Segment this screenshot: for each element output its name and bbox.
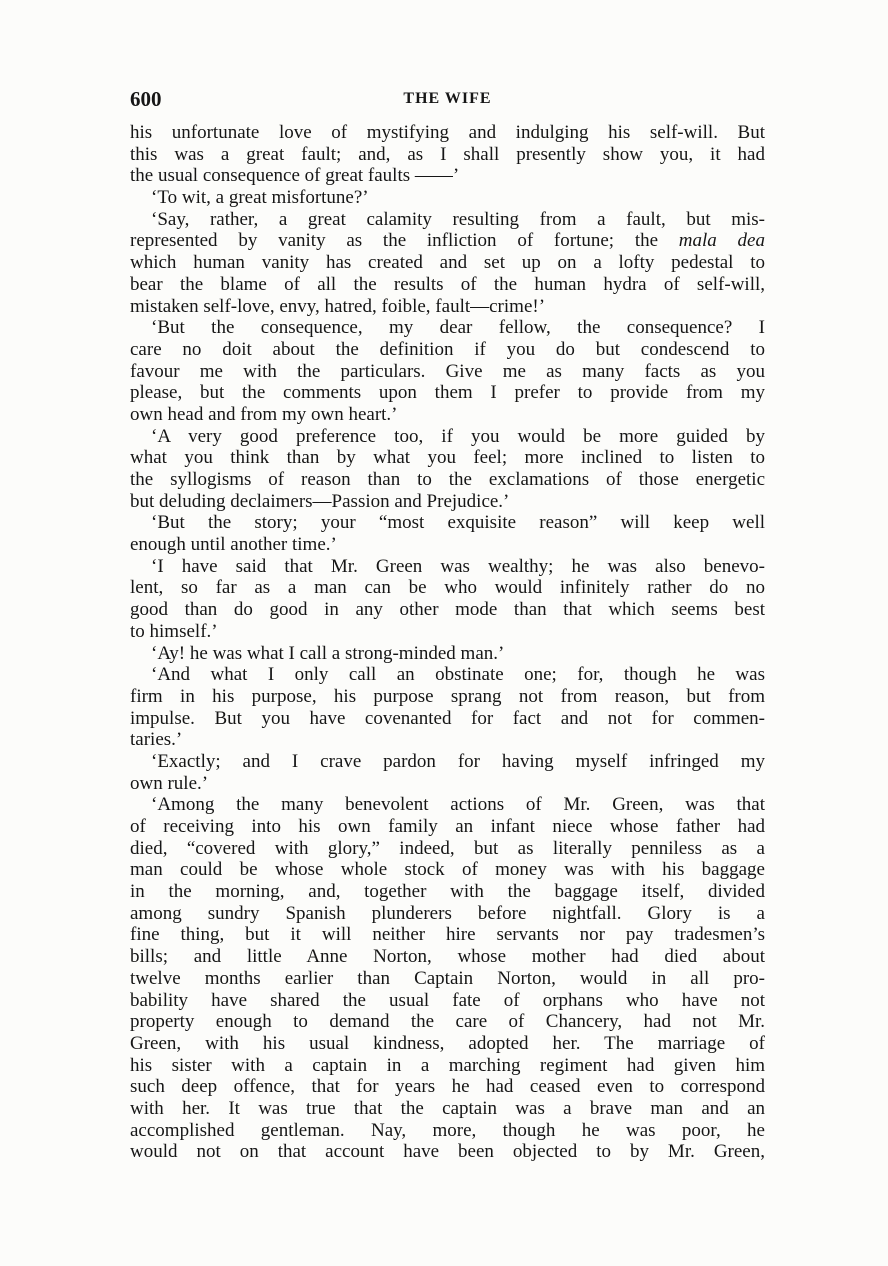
italic-text: mala dea xyxy=(678,230,765,252)
text-line: his unfortunate love of mystifying and indulging his self-will. But xyxy=(130,122,765,143)
text-line: ‘I have said that Mr. Green was wealthy; he was also benevo- xyxy=(151,555,765,577)
text-line: own rule.’ xyxy=(130,772,209,794)
text-line: own head and from my own heart.’ xyxy=(130,403,398,425)
text-line: ‘Among the many benevolent actions of Mr. Green, was that xyxy=(151,794,765,816)
text-line: property enough to demand the care of Chancery, had not Mr. xyxy=(130,1011,765,1033)
text-line: fine thing, but it will neither hire servants nor pay tradesmen’s xyxy=(130,924,765,946)
text-body xyxy=(130,122,765,1163)
text-line: such deep offence, that for years he had ceased even to correspond xyxy=(130,1076,765,1098)
paragraph xyxy=(130,751,765,794)
text-line: ‘Exactly; and I crave pardon for having myself infringed my xyxy=(151,750,765,772)
text-line: among sundry Spanish plunderers before nightfall. Glory is a xyxy=(130,902,765,924)
text-line: twelve months earlier than Captain Norton, would in all pro- xyxy=(130,967,765,989)
text-line: good than do good in any other mode than that which seems best xyxy=(130,599,765,621)
text-line: the syllogisms of reason than to the exclamations of those energetic xyxy=(130,469,765,490)
text-line: the usual consequence of great faults ——’ xyxy=(130,165,460,187)
text-line: died, “covered with glory,” indeed, but as literally penniless as a xyxy=(130,837,765,859)
text-line: ‘But the story; your “most exquisite reason” will keep well xyxy=(151,512,765,534)
text-line: Green, with his usual kindness, adopted her. The marriage of xyxy=(130,1032,765,1054)
text-line: ‘And what I only call an obstinate one; for, though he was xyxy=(151,664,765,686)
text-line: mistaken self-love, envy, hatred, foible, fault—crime!’ xyxy=(130,295,546,317)
text-line: to himself.’ xyxy=(130,620,218,642)
text-line: care no doit about the definition if you do but condescend to xyxy=(130,338,765,360)
text-line: firm in his purpose, his purpose sprang not from reason, but from xyxy=(130,685,765,707)
text-line: ‘A very good preference too, if you would be more guided by xyxy=(151,425,765,447)
text-line: his sister with a captain in a marching regiment had given him xyxy=(130,1054,765,1076)
text-line: of receiving into his own family an infant niece whose father had xyxy=(130,816,765,837)
paragraph xyxy=(130,317,765,425)
text-line: in the morning, and, together with the baggage itself, divided xyxy=(130,881,765,903)
paragraph xyxy=(130,426,765,513)
text-line: but deluding declaimers—Passion and Prejudice.’ xyxy=(130,490,510,512)
text-line: what you think than by what you feel; more inclined to listen to xyxy=(130,447,765,469)
paragraph xyxy=(130,643,765,665)
text-line: would not on that account have been objected to by Mr. Green, xyxy=(130,1141,765,1163)
paragraph xyxy=(130,664,765,751)
running-title: THE WIFE xyxy=(403,90,492,107)
page-number: 600 xyxy=(130,87,162,111)
text-line: man could be whose whole stock of money was with his baggage xyxy=(130,859,765,881)
paragraph xyxy=(130,794,765,1163)
page-header xyxy=(130,86,765,112)
text-line: ‘Say, rather, a great calamity resulting from a fault, but mis- xyxy=(151,208,765,230)
text-line: bability have shared the usual fate of orphans who have not xyxy=(130,989,765,1011)
text-line: ‘To wit, a great misfortune?’ xyxy=(151,187,369,209)
text-line: accomplished gentleman. Nay, more, though he was poor, he xyxy=(130,1119,765,1141)
text-line: enough until another time.’ xyxy=(130,534,337,556)
paragraph xyxy=(130,122,765,187)
text-line: favour me with the particulars. Give me as many facts as you xyxy=(130,360,765,382)
text-line: with her. It was true that the captain was a brave man and an xyxy=(130,1097,765,1119)
text-line: ‘But the consequence, my dear fellow, the consequence? I xyxy=(151,317,765,339)
text-line: bear the blame of all the results of the human hydra of self-will, xyxy=(130,273,765,295)
text-line: bills; and little Anne Norton, whose mother had died about xyxy=(130,946,765,968)
text-line: taries.’ xyxy=(130,729,183,751)
paragraph xyxy=(130,556,765,643)
text-line: impulse. But you have covenanted for fact and not for commen- xyxy=(130,707,765,729)
paragraph xyxy=(130,187,765,209)
paragraph xyxy=(130,512,765,555)
text-line: please, but the comments upon them I prefer to provide from my xyxy=(130,382,765,404)
text-line: lent, so far as a man can be who would infinitely rather do no xyxy=(130,577,765,599)
text-run: represented by vanity as the infliction of fortune; the xyxy=(130,230,679,252)
text-line: this was a great fault; and, as I shall presently show you, it had xyxy=(130,143,765,165)
text-line: ‘Ay! he was what I call a strong-minded man.’ xyxy=(151,642,505,664)
text-line xyxy=(130,230,765,252)
text-line: which human vanity has created and set up on a lofty pedestal to xyxy=(130,252,765,274)
paragraph xyxy=(130,209,765,317)
